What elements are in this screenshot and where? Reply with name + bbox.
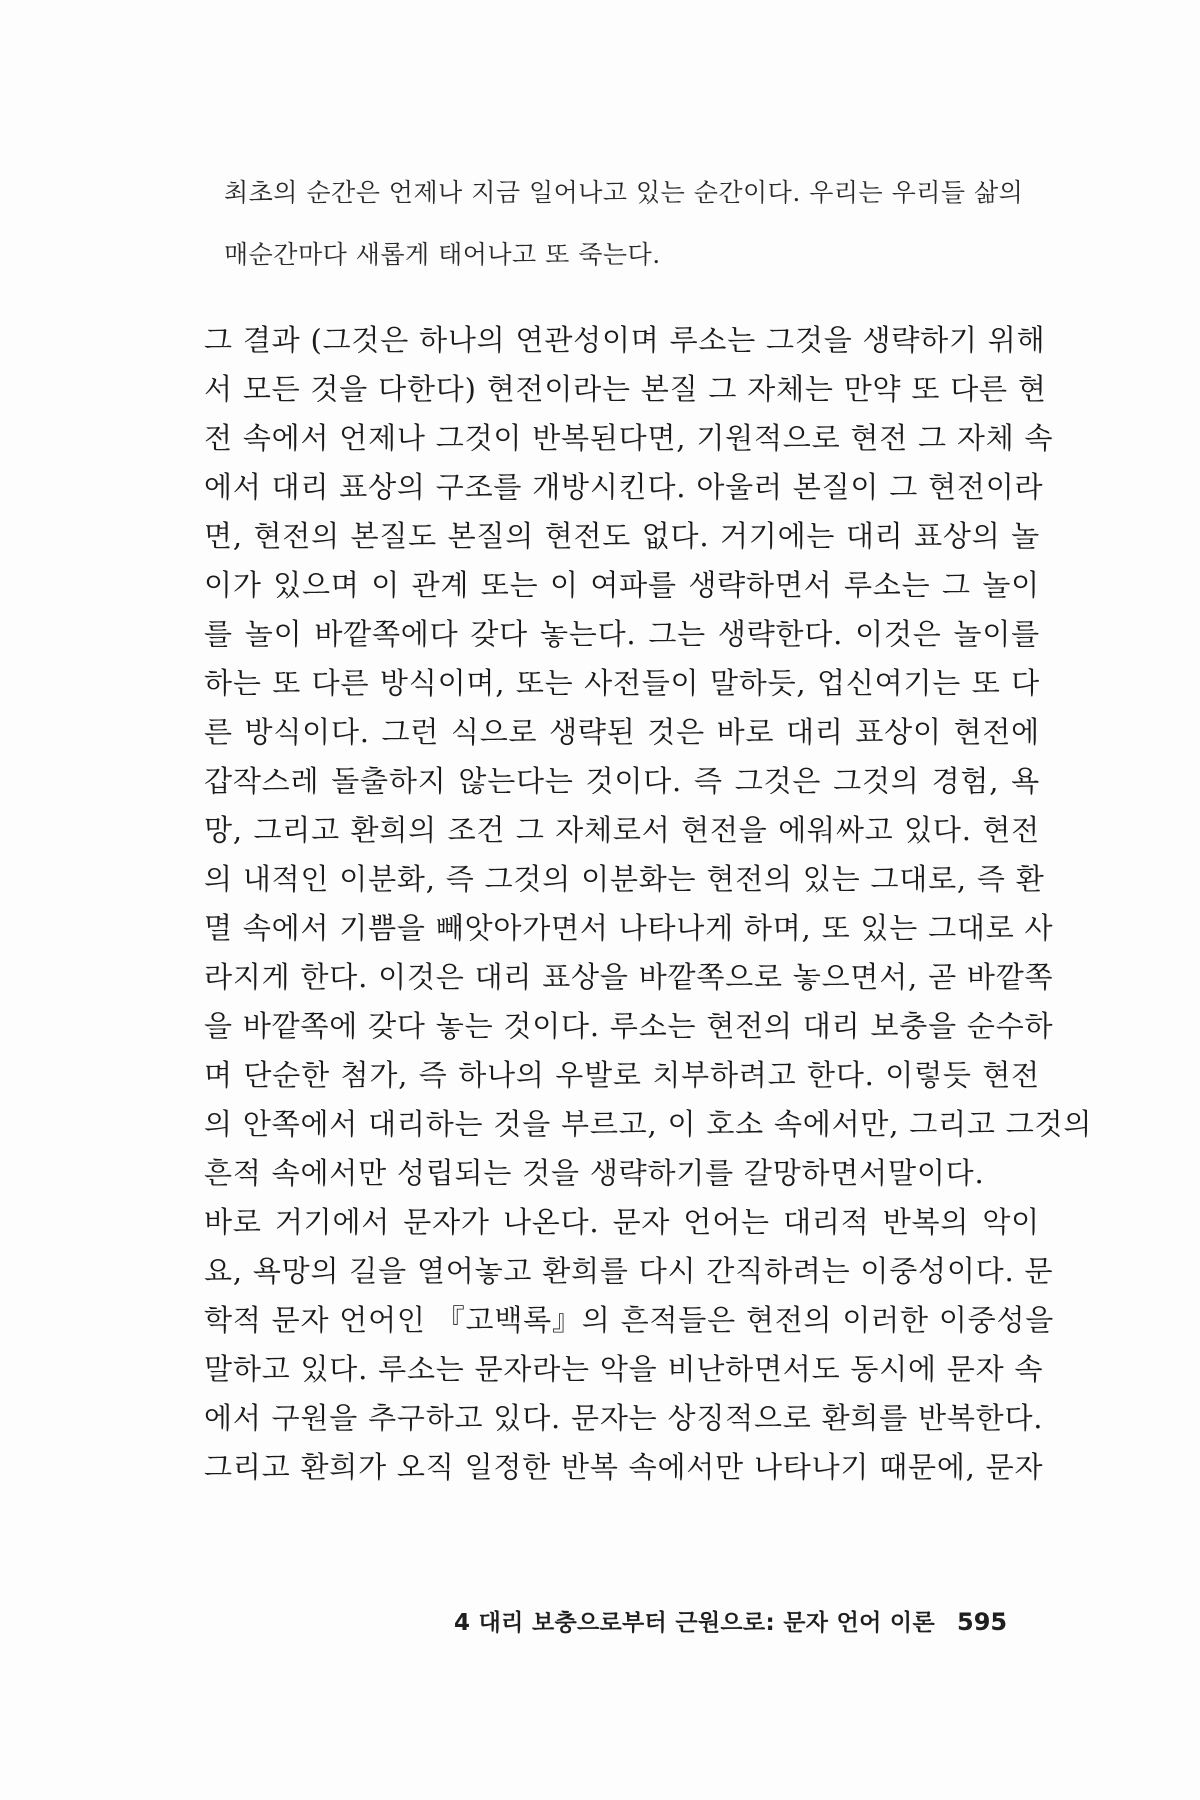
body-line: 에서 구원을 추구하고 있다. 문자는 상징적으로 환희를 반복한다. — [204, 1401, 1044, 1435]
running-head: 4 대리 보충으로부터 근원으로: 문자 언어 이론 — [454, 1610, 935, 1636]
body-line: 하는 또 다른 방식이며, 또는 사전들이 말하듯, 업신여기는 또 다 — [204, 666, 1040, 700]
body-line: 서 모든 것을 다한다) 현전이라는 본질 그 자체는 만약 또 다른 현 — [204, 372, 1047, 406]
body-line: 요, 욕망의 길을 열어놓고 환희를 다시 간직하려는 이중성이다. 문 — [204, 1254, 1054, 1288]
body-line: 멸 속에서 기쁨을 빼앗아가면서 나타나게 하며, 또 있는 그대로 사 — [204, 911, 1054, 945]
page-footer — [454, 1604, 1014, 1637]
body-line: 를 놀이 바깥쪽에다 갖다 놓는다. 그는 생략한다. 이것은 놀이를 — [204, 617, 1040, 651]
body-line: 그 결과 (그것은 하나의 연관성이며 루소는 그것을 생략하기 위해 — [204, 323, 1046, 357]
epigraph-quote — [224, 162, 1030, 286]
quote-line: 최초의 순간은 언제나 지금 일어나고 있는 순간이다. 우리는 우리들 삶의 — [224, 178, 1024, 207]
body-line: 의 내적인 이분화, 즉 그것의 이분화는 현전의 있는 그대로, 즉 환 — [204, 862, 1045, 896]
page-number: 595 — [957, 1608, 1008, 1636]
body-line: 을 바깥쪽에 갖다 놓는 것이다. 루소는 현전의 대리 보충을 순수하 — [204, 1009, 1054, 1043]
body-line: 면, 현전의 본질도 본질의 현전도 없다. 거기에는 대리 표상의 놀 — [204, 519, 1040, 553]
body-paragraphs — [204, 316, 1093, 1492]
body-line: 학적 문자 언어인 『고백록』의 흔적들은 현전의 이러한 이중성을 — [204, 1303, 1055, 1337]
quote-line: 매순간마다 새롭게 태어나고 또 죽는다. — [224, 240, 661, 269]
body-line: 흔적 속에서만 성립되는 것을 생략하기를 갈망하면서말이다. — [204, 1156, 985, 1190]
body-line: 의 안쪽에서 대리하는 것을 부르고, 이 호소 속에서만, 그리고 그것의 — [204, 1107, 1093, 1141]
body-line: 갑작스레 돌출하지 않는다는 것이다. 즉 그것은 그것의 경험, 욕 — [204, 764, 1040, 798]
body-line: 바로 거기에서 문자가 나온다. 문자 언어는 대리적 반복의 악이 — [204, 1205, 1040, 1239]
body-line: 이가 있으며 이 관계 또는 이 여파를 생략하면서 루소는 그 놀이 — [204, 568, 1040, 602]
body-line: 라지게 한다. 이것은 대리 표상을 바깥쪽으로 놓으면서, 곧 바깥쪽 — [204, 960, 1054, 994]
body-line: 른 방식이다. 그런 식으로 생략된 것은 바로 대리 표상이 현전에 — [204, 715, 1040, 749]
body-line: 에서 대리 표상의 구조를 개방시킨다. 아울러 본질이 그 현전이라 — [204, 470, 1044, 504]
body-line: 망, 그리고 환희의 조건 그 자체로서 현전을 에워싸고 있다. 현전 — [204, 813, 1040, 847]
body-line: 전 속에서 언제나 그것이 반복된다면, 기원적으로 현전 그 자체 속 — [204, 421, 1054, 455]
body-line: 말하고 있다. 루소는 문자라는 악을 비난하면서도 동시에 문자 속 — [204, 1352, 1044, 1386]
body-line: 며 단순한 첨가, 즉 하나의 우발로 치부하려고 한다. 이렇듯 현전 — [204, 1058, 1040, 1092]
body-line: 그리고 환희가 오직 일정한 반복 속에서만 나타나기 때문에, 문자 — [204, 1450, 1044, 1484]
